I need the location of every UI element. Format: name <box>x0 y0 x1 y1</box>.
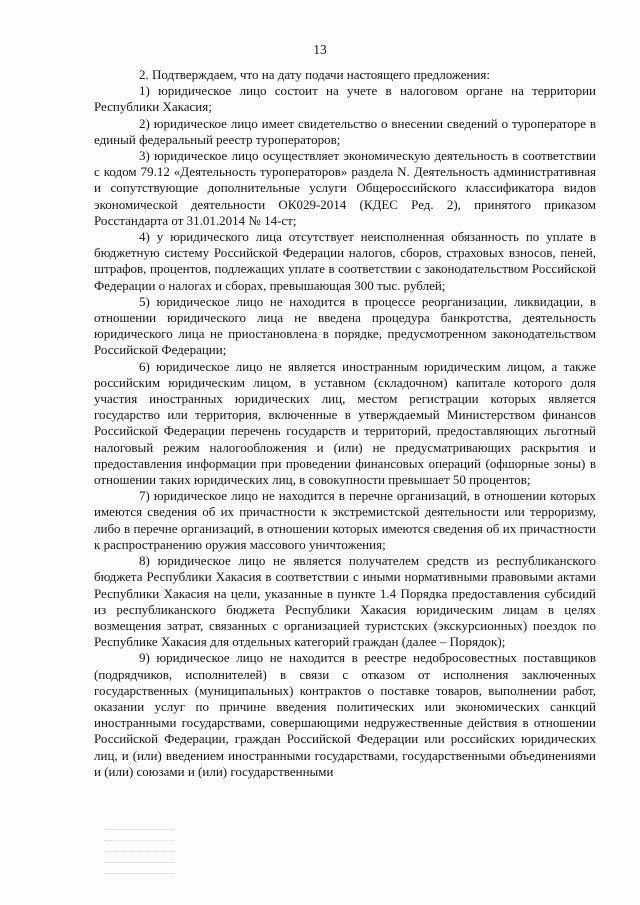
paragraph-intro: 2. Подтверждаем, что на дату подачи настоящего предложения: <box>139 67 490 82</box>
paragraph-item-8: 8) юридическое лицо не является получателем средств из республиканского бюджета Республики Хакасия в соответствии с иными нормативными правовыми актами Республики Хакасия на цели, указанные в пункте 1.4 Порядка предоставления субсидий из республиканского бюджета Республики Хакасия юридическим лицам в целях возмещения затрат, связанных с организацией туристских (экскурсионных) поездок по Республике Хакасия для отдельных категорий граждан (далее – Порядок); <box>94 553 596 650</box>
paragraph-item-5: 5) юридическое лицо не находится в процессе реорганизации, ликвидации, в отношении юридического лица не введена процедура банкротства, деятельность юридического лица не приостановлена в порядке, предусмотренном законодательством Российской Федерации; <box>94 293 596 358</box>
paragraph-item-7: 7) юридическое лицо не находится в перечне организаций, в отношении которых имеются сведения об их причастности к экстремистской деятельности или терроризму, либо в перечне организаций, в отношении которых имеются сведения об их причастности к распространению оружия массового уничтожения; <box>94 488 596 552</box>
document-body <box>94 67 596 780</box>
faint-scan-marks <box>104 820 174 880</box>
paragraph-item-4: 4) у юридического лица отсутствует неисполненная обязанность по уплате в бюджетную систему Российской Федерации налогов, сборов, страховых взносов, пеней, штрафов, процентов, подлежащих уплате в соответствии с законодательством Российской Федерации о налогах и сборах, превышающая 300 тыс. рублей; <box>94 229 596 293</box>
paragraph-item-3: 3) юридическое лицо осуществляет экономическую деятельность в соответствии с кодом 79.12 «Деятельность туроператоров» раздела N. Деятельность административная и сопутствующие дополнительные услуги Общероссийского классификатора видов экономической деятельности ОК029-2014 (КДЕС Ред. 2), принятого приказом Росстандарта от 31.01.2014 № 14-ст; <box>94 148 596 228</box>
paragraph-item-2: 2) юридическое лицо имеет свидетельство о внесении сведений о туроператоре в единый федеральный реестр туроператоров; <box>94 115 596 147</box>
page-number: 13 <box>313 42 327 57</box>
paragraph-item-6: 6) юридическое лицо не является иностранным юридическим лицом, а также российским юридическим лицом, в уставном (складочном) капитале которого доля участия иностранных юридических лиц, местом регистрации которых является государство или территория, включенные в утверждаемый Министерством финансов Российской Федерации перечень государств и территорий, предоставляющих льготный налоговый режим налогообложения и (или) не предусматривающих раскрытия и предоставления информации при проведении финансовых операций (офшорные зоны) в отношении таких юридических лиц, в совокупности превышает 50 процентов; <box>94 358 596 488</box>
paragraph-item-1: 1) юридическое лицо состоит на учете в налоговом органе на территории Республики Хакасия; <box>94 83 596 115</box>
paragraph-item-9: 9) юридическое лицо не находится в реестре недобросовестных поставщиков (подрядчиков, исполнителей) в связи с отказом от исполнения заключенных государственных (муниципальных) контрактов о поставке товаров, выполнении работ, оказании услуг по причине введения политических или экономических санкций иностранными государствами, совершающими недружественные действия в отношении Российской Федерации, граждан Российской Федерации или российских юридических лиц, и (или) введением иностранными государствами, государственными объединениями и (или) союзами и (или) государственными <box>94 650 596 779</box>
